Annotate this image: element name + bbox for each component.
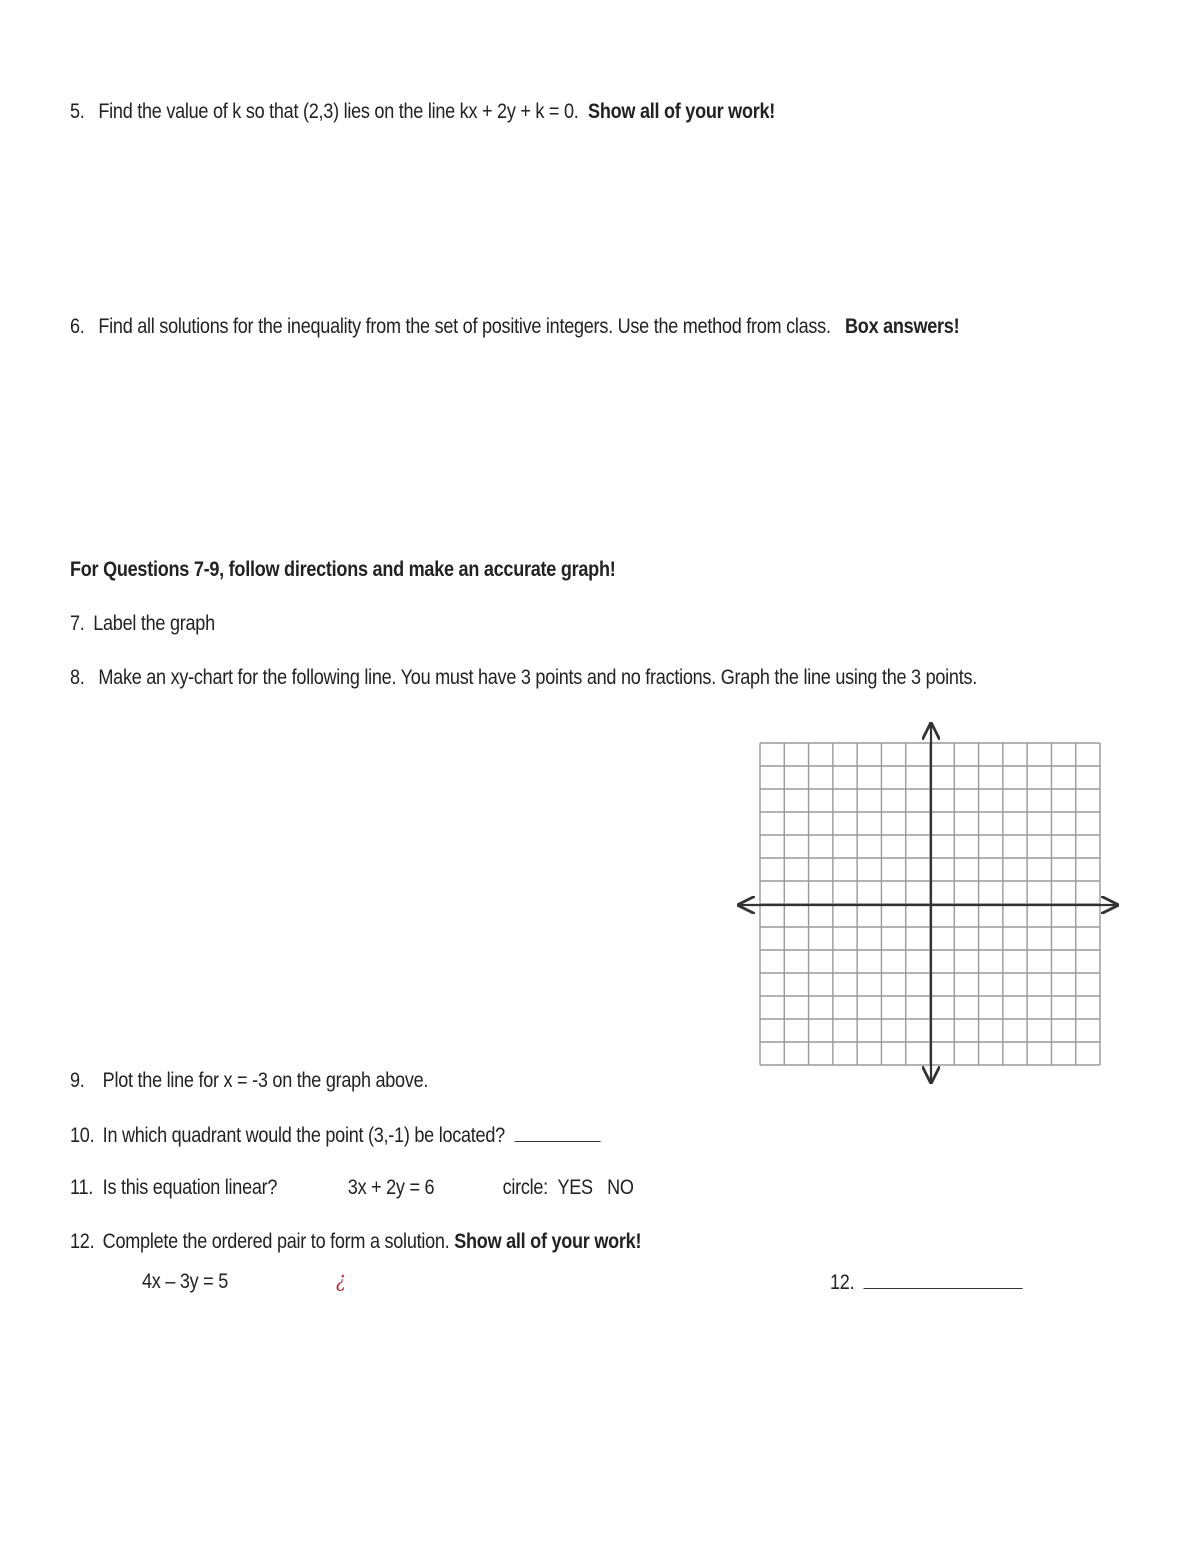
question-number: 9. [70, 1069, 85, 1092]
coordinate-grid [735, 718, 1135, 1098]
question-text: Find all solutions for the inequality from the set of positive integers. Use the method from class. [98, 315, 831, 338]
question-text: Find the value of k so that (2,3) lies on the line kx + 2y + k = 0. [98, 100, 579, 123]
question-6 [70, 315, 959, 339]
equation: 4x – 3y = 5 [142, 1270, 229, 1293]
question-9 [70, 1069, 428, 1093]
question-text: Is this equation linear? [102, 1176, 278, 1199]
answer-label: 12. [830, 1271, 855, 1294]
question-number: 8. [70, 666, 85, 689]
choice-yes[interactable]: YES [557, 1176, 593, 1199]
question-emphasis: Box answers! [845, 315, 960, 338]
question-text: In which quadrant would the point (3,-1) be located? [102, 1124, 505, 1147]
answer-line-12 [830, 1270, 1023, 1295]
question-12 [70, 1230, 641, 1254]
question-number: 11. [70, 1176, 93, 1199]
equation: 3x + 2y = 6 [347, 1176, 435, 1199]
question-7 [70, 612, 215, 636]
answer-blank[interactable] [514, 1123, 600, 1142]
section-heading [70, 558, 615, 582]
question-text: Make an xy-chart for the following line. You must have 3 points and no fractions. Graph the line using the 3 points. [98, 666, 978, 689]
question-10 [70, 1123, 600, 1148]
question-number: 12. [70, 1230, 95, 1253]
answer-blank[interactable] [864, 1270, 1023, 1289]
choice-label: circle: [502, 1176, 548, 1199]
choice-no[interactable]: NO [607, 1176, 634, 1199]
question-5 [70, 100, 775, 124]
question-number: 7. [70, 612, 85, 635]
question-8 [70, 666, 977, 690]
missing-symbol: ¿ [336, 1268, 346, 1292]
question-emphasis: Show all of your work! [454, 1230, 642, 1253]
question-11 [70, 1176, 634, 1200]
question-text: Plot the line for x = -3 on the graph above. [102, 1069, 429, 1092]
question-number: 6. [70, 315, 85, 338]
question-emphasis: Show all of your work! [588, 100, 776, 123]
question-text: Label the graph [93, 612, 215, 635]
question-number: 10. [70, 1124, 95, 1147]
question-number: 5. [70, 100, 85, 123]
question-text: Complete the ordered pair to form a solution. [102, 1230, 450, 1253]
section-heading-text: For Questions 7-9, follow directions and make an accurate graph! [70, 558, 616, 581]
